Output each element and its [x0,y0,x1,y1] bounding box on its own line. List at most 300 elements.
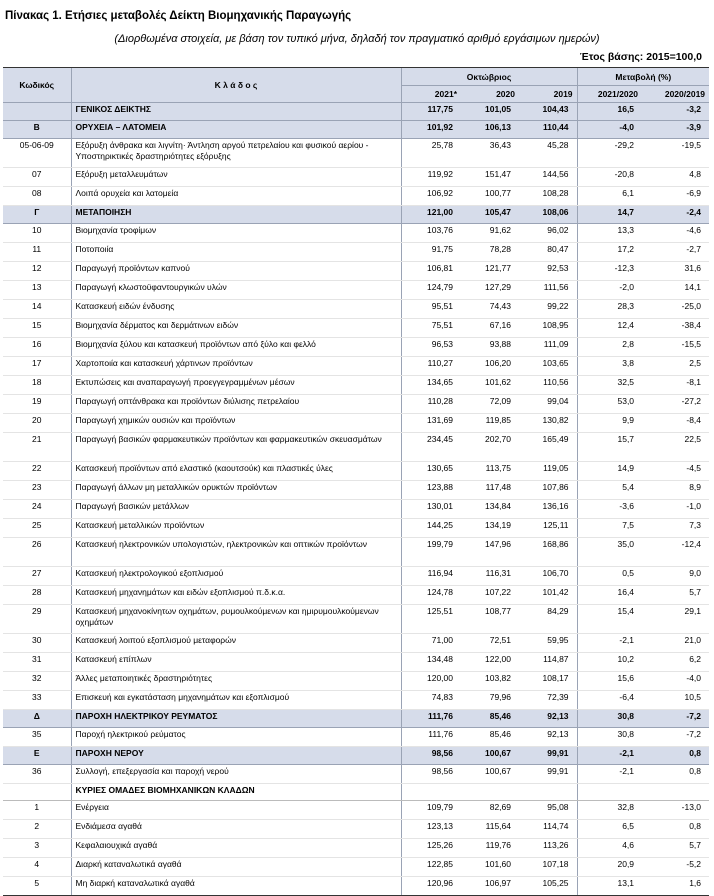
value-2021: 123,13 [401,820,461,839]
value-2020: 101,05 [461,103,519,121]
value-2019: 110,44 [519,121,577,139]
value-2019: 108,28 [519,187,577,206]
change-2021-2020: 6,5 [577,820,642,839]
change-2021-2020: 32,5 [577,376,642,395]
change-2021-2020: 13,3 [577,224,642,243]
change-2021-2020: 9,9 [577,414,642,433]
value-2019: 130,82 [519,414,577,433]
table-row [3,839,709,858]
value-2019: 136,16 [519,500,577,519]
row-code: 26 [3,538,71,567]
change-2021-2020: 28,3 [577,300,642,319]
section-row [3,710,709,728]
table-row [3,338,709,357]
row-label: Κατασκευή επίπλων [71,653,401,672]
value-2020: 100,77 [461,187,519,206]
row-code: 13 [3,281,71,300]
change-2020-2019: 31,6 [642,262,709,281]
row-label: Ενδιάμεσα αγαθά [71,820,401,839]
value-2021: 120,96 [401,877,461,896]
value-2019: 72,39 [519,691,577,710]
change-2021-2020: 16,5 [577,103,642,121]
value-2021: 95,51 [401,300,461,319]
change-2020-2019: -19,5 [642,139,709,168]
change-2021-2020: -12,3 [577,262,642,281]
row-code: 15 [3,319,71,338]
row-label: Μη διαρκή καταναλωτικά αγαθά [71,877,401,896]
row-code: 21 [3,433,71,462]
value-2020: 121,77 [461,262,519,281]
change-2020-2019: -12,4 [642,538,709,567]
table-row [3,357,709,376]
change-2021-2020: 15,4 [577,605,642,634]
row-code: Γ [3,206,71,224]
value-2020: 36,43 [461,139,519,168]
change-2020-2019: -6,9 [642,187,709,206]
value-2020: 117,48 [461,481,519,500]
value-2021 [401,784,461,801]
change-2021-2020: 32,8 [577,801,642,820]
change-2020-2019: 10,5 [642,691,709,710]
production-index-table [3,67,709,896]
table-row [3,319,709,338]
row-label: Εξόρυξη άνθρακα και λιγνίτη· Άντληση αργού πετρελαίου και φυσικού αερίου - Υποστηρικτικές δραστηριότητες εξόρυξης [71,139,401,168]
table-row [3,858,709,877]
change-2021-2020: 7,5 [577,519,642,538]
change-2021-2020: 15,6 [577,672,642,691]
row-code: 14 [3,300,71,319]
change-2021-2020: -2,0 [577,281,642,300]
row-label: Κατασκευή μηχανοκίνητων οχημάτων, ρυμουλκούμενων και ημιρυμουλκούμενων οχημάτων [71,605,401,634]
row-label: Ποτοποιία [71,243,401,262]
value-2021: 234,45 [401,433,461,462]
value-2019: 103,65 [519,357,577,376]
row-code: 20 [3,414,71,433]
value-2019: 144,56 [519,168,577,187]
value-2019: 96,02 [519,224,577,243]
value-2019 [519,784,577,801]
value-2021: 120,00 [401,672,461,691]
value-2019: 108,17 [519,672,577,691]
value-2020: 151,47 [461,168,519,187]
row-label: ΠΑΡΟΧΗ ΝΕΡΟΥ [71,747,401,765]
base-year-note: Έτος βάσης: 2015=100,0 [579,51,702,63]
value-2019: 92,13 [519,710,577,728]
value-2019: 92,13 [519,728,577,747]
header-sector: Κ λ ά δ ο ς [71,68,401,103]
row-code: Ε [3,747,71,765]
value-2021: 130,01 [401,500,461,519]
change-2020-2019: -25,0 [642,300,709,319]
change-2020-2019: 4,8 [642,168,709,187]
value-2020: 100,67 [461,765,519,784]
change-2021-2020: -29,2 [577,139,642,168]
value-2019: 106,70 [519,567,577,586]
row-label: Κατασκευή λοιπού εξοπλισμού μεταφορών [71,634,401,653]
change-2020-2019: 8,9 [642,481,709,500]
change-2021-2020: -2,1 [577,634,642,653]
value-2020: 107,22 [461,586,519,605]
table-row [3,672,709,691]
value-2020: 72,51 [461,634,519,653]
change-2021-2020: 2,8 [577,338,642,357]
table-row [3,462,709,481]
change-2021-2020: 53,0 [577,395,642,414]
change-2020-2019: -4,6 [642,224,709,243]
value-2021: 96,53 [401,338,461,357]
change-2020-2019: 0,8 [642,747,709,765]
value-2020: 93,88 [461,338,519,357]
change-2020-2019: 14,1 [642,281,709,300]
table-row [3,481,709,500]
table-row [3,820,709,839]
change-2021-2020: 3,8 [577,357,642,376]
row-label: Βιομηχανία ξύλου και κατασκευή προϊόντων από ξύλο και φελλό [71,338,401,357]
change-2021-2020: 15,7 [577,433,642,462]
table-row [3,653,709,672]
value-2019: 165,49 [519,433,577,462]
row-code: 16 [3,338,71,357]
value-2020: 116,31 [461,567,519,586]
value-2019: 119,05 [519,462,577,481]
change-2020-2019: 1,6 [642,877,709,896]
value-2020: 105,47 [461,206,519,224]
section-row [3,103,709,121]
table-row [3,281,709,300]
value-2020: 134,19 [461,519,519,538]
change-2020-2019: -2,4 [642,206,709,224]
value-2019: 114,74 [519,820,577,839]
table-row [3,586,709,605]
change-2021-2020: 14,7 [577,206,642,224]
change-2020-2019: -15,5 [642,338,709,357]
value-2021: 106,92 [401,187,461,206]
row-code [3,784,71,801]
row-code: Β [3,121,71,139]
table-row [3,567,709,586]
value-2021: 144,25 [401,519,461,538]
value-2019: 92,53 [519,262,577,281]
change-2021-2020: 4,6 [577,839,642,858]
row-label: ΠΑΡΟΧΗ ΗΛΕΚΤΡΙΚΟΥ ΡΕΥΜΑΤΟΣ [71,710,401,728]
table-title: Πίνακας 1. Ετήσιες μεταβολές Δείκτη Βιομηχανικής Παραγωγής [5,10,352,22]
row-code: 30 [3,634,71,653]
value-2020: 115,64 [461,820,519,839]
value-2021: 116,94 [401,567,461,586]
table-row [3,139,709,168]
table-row [3,691,709,710]
row-code: 17 [3,357,71,376]
row-label: Κατασκευή προϊόντων από ελαστικό (καουτσούκ) και πλαστικές ύλες [71,462,401,481]
table-row [3,187,709,206]
table-row [3,634,709,653]
value-2021: 117,75 [401,103,461,121]
table-subtitle: (Διορθωμένα στοιχεία, με βάση τον τυπικό μήνα, δηλαδή τον πραγματικό αριθμό εργάσιμων ημερών) [114,33,600,45]
value-2019: 107,18 [519,858,577,877]
value-2019: 95,08 [519,801,577,820]
value-2020: 202,70 [461,433,519,462]
value-2020: 119,85 [461,414,519,433]
value-2019: 101,42 [519,586,577,605]
row-code: 4 [3,858,71,877]
value-2020: 67,16 [461,319,519,338]
change-2020-2019: -8,1 [642,376,709,395]
value-2020: 122,00 [461,653,519,672]
change-2020-2019: 21,0 [642,634,709,653]
row-label: Λοιπά ορυχεία και λατομεία [71,187,401,206]
row-code: 05-06-09 [3,139,71,168]
value-2020: 108,77 [461,605,519,634]
value-2021: 199,79 [401,538,461,567]
row-label: Παραγωγή οπτάνθρακα και προϊόντων διύλισης πετρελαίου [71,395,401,414]
row-code [3,103,71,121]
row-label: Συλλογή, επεξεργασία και παροχή νερού [71,765,401,784]
value-2021: 110,28 [401,395,461,414]
change-2020-2019: -8,4 [642,414,709,433]
row-code: 08 [3,187,71,206]
row-label: Παραγωγή κλωστοϋφαντουργικών υλών [71,281,401,300]
row-label: Βιομηχανία δέρματος και δερμάτινων ειδών [71,319,401,338]
row-code: 19 [3,395,71,414]
table-row [3,414,709,433]
row-code: 3 [3,839,71,858]
table-row [3,538,709,567]
table-row [3,801,709,820]
change-2020-2019: 22,5 [642,433,709,462]
row-code: 22 [3,462,71,481]
change-2020-2019: -13,0 [642,801,709,820]
change-2021-2020: 0,5 [577,567,642,586]
row-label: Κεφαλαιουχικά αγαθά [71,839,401,858]
table-row [3,728,709,747]
row-code: 29 [3,605,71,634]
change-2020-2019: 5,7 [642,839,709,858]
value-2021: 124,79 [401,281,461,300]
row-code: 35 [3,728,71,747]
value-2021: 134,48 [401,653,461,672]
group-heading-row [3,784,709,801]
table-row [3,433,709,462]
table-row [3,168,709,187]
change-2020-2019: -4,0 [642,672,709,691]
value-2020: 106,20 [461,357,519,376]
row-label: ΓΕΝΙΚΟΣ ΔΕΙΚΤΗΣ [71,103,401,121]
change-2021-2020: 6,1 [577,187,642,206]
row-label: Άλλες μεταποιητικές δραστηριότητες [71,672,401,691]
value-2021: 121,00 [401,206,461,224]
value-2021: 74,83 [401,691,461,710]
section-row [3,206,709,224]
header-change: Μεταβολή (%) [577,68,709,86]
row-code: 33 [3,691,71,710]
value-2019: 99,04 [519,395,577,414]
table-row [3,765,709,784]
change-2021-2020: 12,4 [577,319,642,338]
row-code: 5 [3,877,71,896]
value-2019: 99,91 [519,747,577,765]
change-2021-2020: 5,4 [577,481,642,500]
change-2021-2020: -2,1 [577,747,642,765]
value-2021: 131,69 [401,414,461,433]
header-code: Κωδικός [3,68,71,103]
value-2020: 101,62 [461,376,519,395]
change-2021-2020 [577,784,642,801]
value-2020: 82,69 [461,801,519,820]
row-label: Παραγωγή βασικών μετάλλων [71,500,401,519]
header-year-2020: 2020 [461,86,519,103]
value-2019: 114,87 [519,653,577,672]
change-2021-2020: -2,1 [577,765,642,784]
value-2019: 45,28 [519,139,577,168]
value-2020: 106,97 [461,877,519,896]
value-2019: 84,29 [519,605,577,634]
row-label: Επισκευή και εγκατάσταση μηχανημάτων και εξοπλισμού [71,691,401,710]
row-code: Δ [3,710,71,728]
change-2021-2020: 13,1 [577,877,642,896]
value-2019: 107,86 [519,481,577,500]
row-label: Εξόρυξη μεταλλευμάτων [71,168,401,187]
value-2021: 122,85 [401,858,461,877]
value-2019: 104,43 [519,103,577,121]
change-2020-2019: -4,5 [642,462,709,481]
change-2021-2020: 17,2 [577,243,642,262]
value-2020: 85,46 [461,710,519,728]
row-code: 12 [3,262,71,281]
value-2021: 125,51 [401,605,461,634]
value-2020: 100,67 [461,747,519,765]
change-2020-2019: 6,2 [642,653,709,672]
value-2020: 85,46 [461,728,519,747]
value-2021: 109,79 [401,801,461,820]
row-label: Ενέργεια [71,801,401,820]
value-2021: 91,75 [401,243,461,262]
header-year-2019: 2019 [519,86,577,103]
value-2019: 99,91 [519,765,577,784]
change-2020-2019: -3,2 [642,103,709,121]
value-2020: 127,29 [461,281,519,300]
change-2020-2019: 9,0 [642,567,709,586]
value-2020: 78,28 [461,243,519,262]
row-label: Παραγωγή άλλων μη μεταλλικών ορυκτών προϊόντων [71,481,401,500]
change-2020-2019: 0,8 [642,820,709,839]
header-change-2020-2019: 2020/2019 [642,86,709,103]
value-2019: 168,86 [519,538,577,567]
section-row [3,747,709,765]
row-code: 18 [3,376,71,395]
change-2021-2020: 35,0 [577,538,642,567]
row-code: 36 [3,765,71,784]
header-change-2021-2020: 2021/2020 [577,86,642,103]
table-row [3,500,709,519]
value-2020: 134,84 [461,500,519,519]
value-2019: 105,25 [519,877,577,896]
change-2021-2020: 14,9 [577,462,642,481]
change-2020-2019: 7,3 [642,519,709,538]
value-2019: 111,56 [519,281,577,300]
row-code: 32 [3,672,71,691]
table-row [3,300,709,319]
row-label: ΟΡΥΧΕΙΑ – ΛΑΤΟΜΕΙΑ [71,121,401,139]
row-code: 31 [3,653,71,672]
table-body [3,103,709,896]
value-2019: 108,06 [519,206,577,224]
value-2020: 101,60 [461,858,519,877]
change-2020-2019: 29,1 [642,605,709,634]
value-2021: 110,27 [401,357,461,376]
value-2021: 101,92 [401,121,461,139]
change-2020-2019: -5,2 [642,858,709,877]
change-2021-2020: -6,4 [577,691,642,710]
row-code: 2 [3,820,71,839]
table-row [3,395,709,414]
change-2021-2020: 30,8 [577,710,642,728]
change-2020-2019: -7,2 [642,728,709,747]
table-row [3,243,709,262]
row-code: 25 [3,519,71,538]
value-2020: 113,75 [461,462,519,481]
value-2021: 71,00 [401,634,461,653]
table-row [3,519,709,538]
change-2020-2019: -1,0 [642,500,709,519]
row-label: Παραγωγή χημικών ουσιών και προϊόντων [71,414,401,433]
value-2020: 72,09 [461,395,519,414]
value-2020: 74,43 [461,300,519,319]
row-code: 23 [3,481,71,500]
value-2019: 110,56 [519,376,577,395]
change-2020-2019 [642,784,709,801]
value-2019: 80,47 [519,243,577,262]
change-2021-2020: 20,9 [577,858,642,877]
change-2020-2019: -2,7 [642,243,709,262]
row-label: Παροχή ηλεκτρικού ρεύματος [71,728,401,747]
row-code: 11 [3,243,71,262]
row-label: Κατασκευή μηχανημάτων και ειδών εξοπλισμού π.δ.κ.α. [71,586,401,605]
table-row [3,877,709,896]
value-2019: 59,95 [519,634,577,653]
row-label: Κατασκευή ηλεκτρονικών υπολογιστών, ηλεκτρονικών και οπτικών προϊόντων [71,538,401,567]
row-label: Εκτυπώσεις και αναπαραγωγή προεγγεγραμμένων μέσων [71,376,401,395]
row-code: 24 [3,500,71,519]
value-2020: 91,62 [461,224,519,243]
value-2019: 113,26 [519,839,577,858]
value-2021: 130,65 [401,462,461,481]
value-2021: 98,56 [401,765,461,784]
value-2021: 25,78 [401,139,461,168]
value-2020: 79,96 [461,691,519,710]
table-row [3,376,709,395]
row-label: Διαρκή καταναλωτικά αγαθά [71,858,401,877]
section-row [3,121,709,139]
change-2020-2019: -3,9 [642,121,709,139]
change-2020-2019: 0,8 [642,765,709,784]
row-code: 07 [3,168,71,187]
value-2020: 106,13 [461,121,519,139]
value-2020 [461,784,519,801]
change-2021-2020: 10,2 [577,653,642,672]
value-2021: 106,81 [401,262,461,281]
row-label: Κατασκευή ειδών ένδυσης [71,300,401,319]
value-2019: 108,95 [519,319,577,338]
change-2020-2019: -7,2 [642,710,709,728]
change-2021-2020: 16,4 [577,586,642,605]
row-label: Κατασκευή ηλεκτρολογικού εξοπλισμού [71,567,401,586]
row-label: Παραγωγή προϊόντων καπνού [71,262,401,281]
value-2021: 124,78 [401,586,461,605]
change-2021-2020: 30,8 [577,728,642,747]
row-code: 27 [3,567,71,586]
value-2019: 125,11 [519,519,577,538]
table-row [3,262,709,281]
